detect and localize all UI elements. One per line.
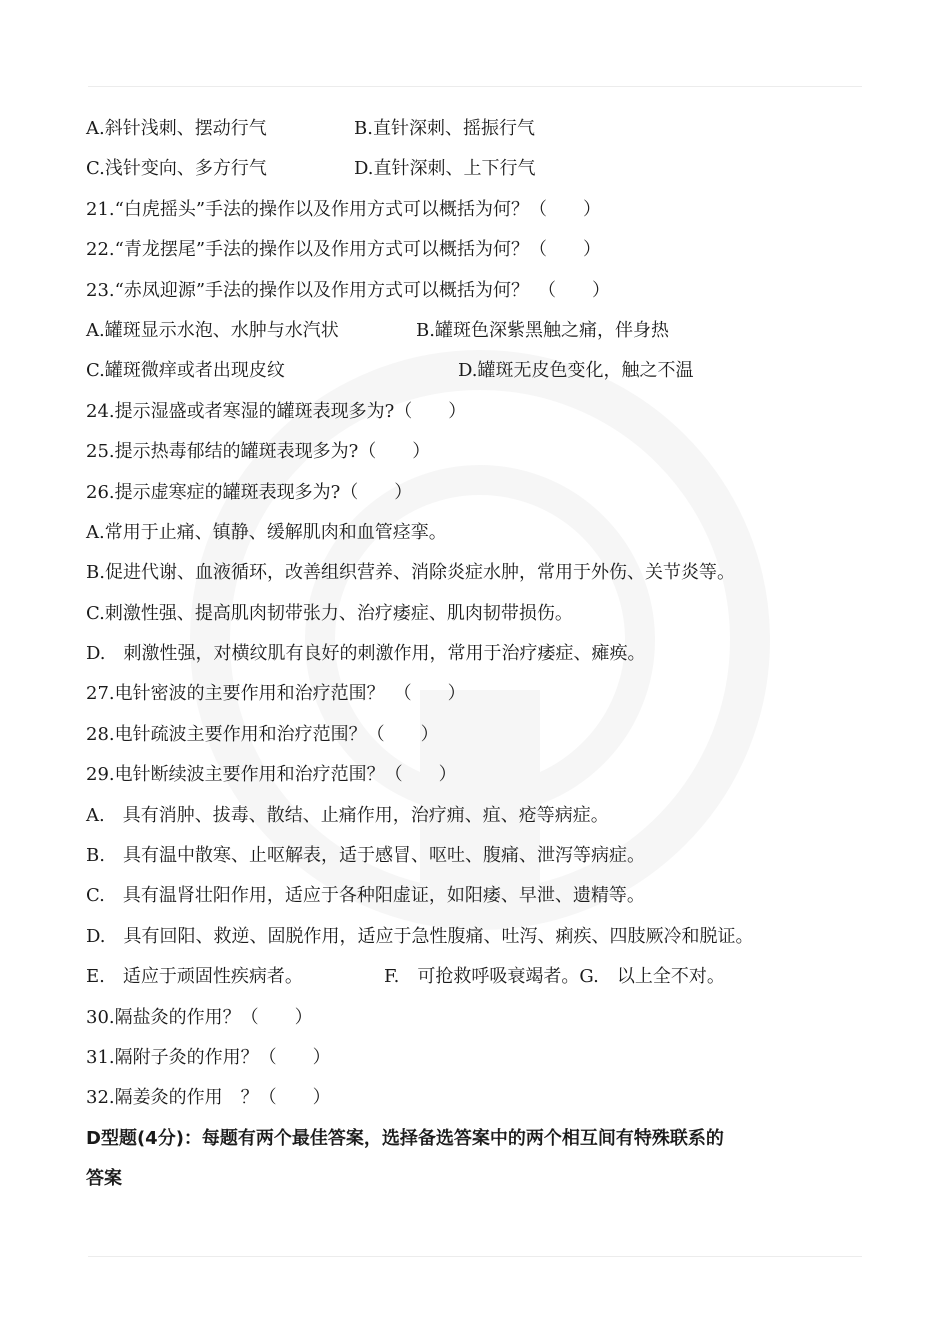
option-row	[86, 316, 866, 356]
question-26: 26.提示虚寒症的罐斑表现多为?（ ）	[86, 481, 413, 503]
question-21: 21.“白虎摇头”手法的操作以及作用方式可以概括为何？（ ）	[86, 198, 602, 220]
question-28: 28.电针疏波主要作用和治疗范围？（ ）	[86, 723, 439, 745]
option-d: D. 具有回阳、救逆、固脱作用，适应于急性腹痛、吐泻、痢疾、四肢厥冷和脱证。	[86, 925, 754, 947]
option-b: B.罐斑色深紫黑触之痛，伴身热	[416, 319, 669, 341]
option-a: A. 具有消肿、拔毒、散结、止痛作用，治疗痈、疽、疮等病症。	[86, 804, 609, 826]
option-a: A.斜针浅刺、摆动行气	[86, 118, 267, 139]
option-a: A.常用于止痛、镇静、缓解肌肉和血管痉挛。	[86, 521, 447, 543]
question-30: 30.隔盐灸的作用？（ ）	[86, 1006, 313, 1028]
section-heading-continued: 答案	[86, 1168, 122, 1190]
section-heading: D型题(4分)：每题有两个最佳答案，选择备选答案中的两个相互间有特殊联系的	[86, 1127, 724, 1149]
question-22: 22.“青龙摆尾”手法的操作以及作用方式可以概括为何？（ ）	[86, 239, 602, 261]
option-b: B. 具有温中散寒、止呕解表，适于感冒、呕吐、腹痛、泄泻等病症。	[86, 845, 645, 867]
option-a: A.罐斑显示水泡、水肿与水汽状	[86, 319, 339, 341]
option-f-g: F. 可抢救呼吸衰竭者。G. 以上全不对。	[384, 966, 725, 988]
question-32: 32.隔姜灸的作用 ？（ ）	[86, 1087, 331, 1109]
option-d: D. 刺激性强，对横纹肌有良好的刺激作用，常用于治疗痿症、瘫痪。	[86, 643, 646, 665]
option-d: D.直针深刺、上下行气	[354, 158, 536, 180]
option-row	[86, 114, 866, 154]
option-d: D.罐斑无皮色变化，触之不温	[458, 360, 694, 382]
question-23: 23.“赤凤迎源”手法的操作以及作用方式可以概括为何？ （ ）	[86, 279, 611, 301]
top-divider	[88, 86, 862, 87]
option-b: B.直针深刺、摇振行气	[354, 118, 535, 139]
option-c: C.浅针变向、多方行气	[86, 158, 267, 180]
question-29: 29.电针断续波主要作用和治疗范围？（ ）	[86, 764, 457, 786]
option-c: C.罐斑微痒或者出现皮纹	[86, 360, 285, 382]
option-b: B.促进代谢、血液循环，改善组织营养、消除炎症水肿，常用于外伤、关节炎等。	[86, 562, 735, 584]
question-24: 24.提示湿盛或者寒湿的罐斑表现多为?（ ）	[86, 400, 467, 422]
option-e: E. 适应于顽固性疾病者。	[86, 966, 303, 988]
bottom-divider	[88, 1256, 862, 1257]
document-body	[86, 114, 866, 1205]
option-row	[86, 154, 866, 194]
option-row	[86, 356, 866, 396]
option-c: C.刺激性强、提高肌肉韧带张力、治疗痿症、肌肉韧带损伤。	[86, 602, 573, 624]
question-27: 27.电针密波的主要作用和治疗范围？ （ ）	[86, 683, 466, 705]
option-row	[86, 962, 866, 1002]
question-25: 25.提示热毒郁结的罐斑表现多为?（ ）	[86, 441, 431, 463]
option-c: C. 具有温肾壮阳作用，适应于各种阳虚证，如阳痿、早泄、遗精等。	[86, 885, 645, 907]
question-31: 31.隔附子灸的作用？（ ）	[86, 1046, 331, 1068]
